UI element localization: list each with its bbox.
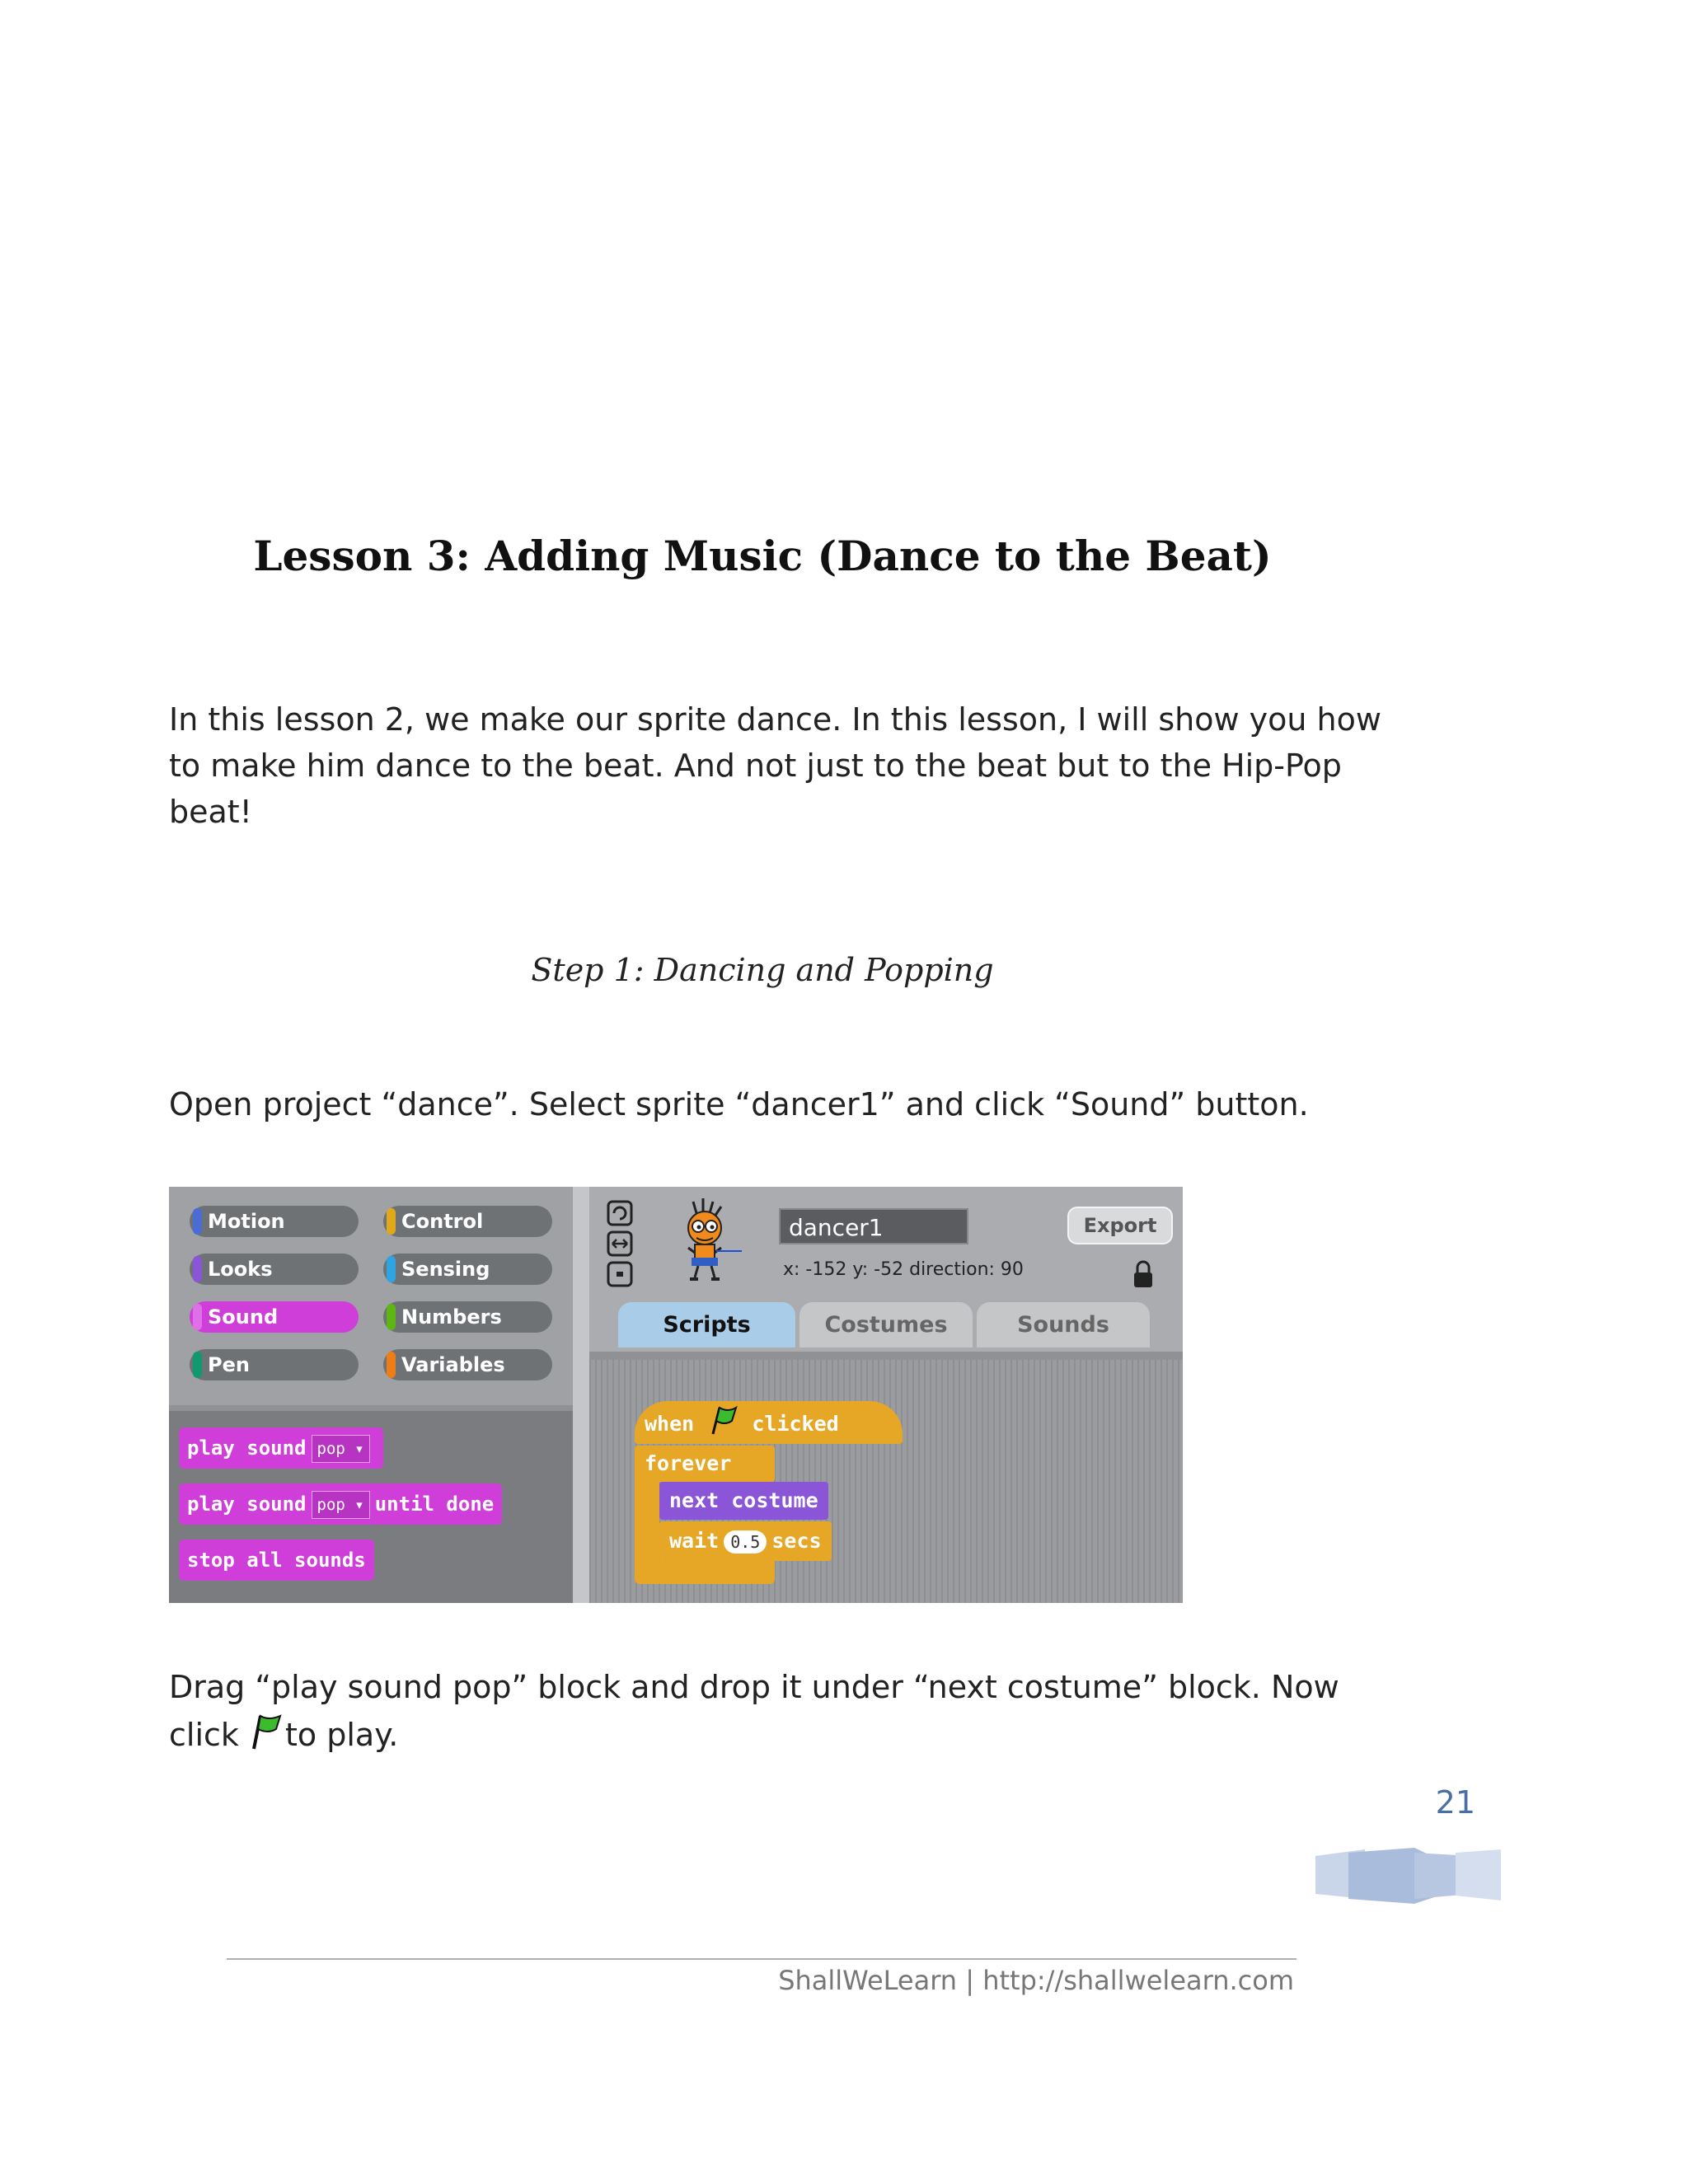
intro-paragraph: In this lesson 2, we make our sprite dance. In this lesson, I will show you how to make him dance to the beat. And not just to the beat but to the Hip-Pop beat! <box>169 701 1381 830</box>
category-variables-button[interactable] <box>383 1349 552 1380</box>
instruction-drag-block <box>169 1663 1389 1759</box>
sprite-coordinates: x: -152 y: -52 direction: 90 <box>783 1259 1024 1280</box>
category-control-button[interactable] <box>383 1206 552 1237</box>
block-text: next costume <box>669 1488 818 1512</box>
motion-color-stripe <box>193 1208 202 1235</box>
footer-text: ShallWeLearn | http://shallwelearn.com <box>778 1965 1294 1996</box>
category-label: Control <box>401 1210 484 1233</box>
tab-costumes[interactable]: Costumes <box>799 1302 973 1347</box>
dancer-sprite-thumbnail-icon[interactable] <box>663 1195 754 1286</box>
category-sound-button[interactable] <box>190 1301 359 1333</box>
dropdown-value: pop <box>316 1496 345 1514</box>
looks-color-stripe <box>193 1256 202 1282</box>
tab-scripts[interactable]: Scripts <box>618 1302 795 1347</box>
instruction-text: Drag “play sound pop” block and drop it under “next costume” block. Now click <box>169 1669 1339 1753</box>
pen-color-stripe <box>193 1352 202 1378</box>
category-numbers-button[interactable] <box>383 1301 552 1333</box>
sensing-color-stripe <box>387 1256 396 1282</box>
play-sound-until-done-block[interactable] <box>179 1483 502 1525</box>
category-label: Variables <box>401 1353 505 1376</box>
tab-sounds[interactable]: Sounds <box>977 1302 1150 1347</box>
play-sound-block[interactable] <box>179 1427 383 1469</box>
wait-block[interactable] <box>659 1521 832 1561</box>
pane-divider[interactable] <box>573 1187 589 1603</box>
category-label: Sound <box>208 1305 279 1329</box>
block-text: secs <box>771 1529 822 1553</box>
block-text: wait <box>669 1529 720 1553</box>
variables-color-stripe <box>387 1352 396 1378</box>
category-motion-button[interactable] <box>190 1206 359 1237</box>
category-pen-button[interactable] <box>190 1349 359 1380</box>
scratch-screenshot <box>169 1187 1183 1603</box>
dropdown-value: pop <box>316 1440 345 1458</box>
stop-all-sounds-block[interactable] <box>179 1540 374 1581</box>
lock-icon[interactable] <box>1132 1259 1155 1289</box>
page-decoration-icon <box>1315 1848 1501 1904</box>
block-text: play sound <box>187 1436 307 1460</box>
rotation-style-icons[interactable] <box>606 1199 635 1290</box>
next-costume-block[interactable] <box>659 1482 828 1520</box>
footer-divider <box>227 1958 1296 1960</box>
numbers-color-stripe <box>387 1304 396 1330</box>
category-label: Sensing <box>401 1258 490 1281</box>
sprite-name-field[interactable]: dancer1 <box>779 1208 968 1244</box>
block-text: until done <box>374 1493 495 1516</box>
forever-block-bottom <box>635 1559 775 1584</box>
forever-block-arm <box>635 1480 659 1563</box>
instruction-open-project: Open project “dance”. Select sprite “dancer1” and click “Sound” button. <box>169 1086 1309 1122</box>
category-label: Numbers <box>401 1305 502 1329</box>
category-label: Motion <box>208 1210 285 1233</box>
block-text: stop all sounds <box>187 1549 366 1572</box>
category-label: Pen <box>208 1353 250 1376</box>
green-flag-icon <box>249 1713 284 1750</box>
forever-block[interactable] <box>635 1446 775 1482</box>
wait-seconds-input[interactable]: 0.5 <box>724 1530 767 1554</box>
step-title: Step 1: Dancing and Popping <box>531 952 994 988</box>
control-color-stripe <box>387 1208 396 1235</box>
when-flag-clicked-block[interactable] <box>635 1401 903 1444</box>
block-text: forever <box>645 1451 732 1475</box>
green-flag-icon <box>706 1404 739 1436</box>
block-text: clicked <box>752 1412 839 1436</box>
blocks-palette <box>169 1411 573 1603</box>
sound-dropdown[interactable]: pop ▾ <box>312 1435 370 1463</box>
export-button[interactable]: Export <box>1067 1207 1173 1244</box>
sound-dropdown[interactable]: pop ▾ <box>312 1491 370 1519</box>
instruction-text: to play. <box>285 1717 399 1753</box>
category-looks-button[interactable] <box>190 1254 359 1285</box>
block-text: when <box>645 1412 695 1436</box>
category-sensing-button[interactable] <box>383 1254 552 1285</box>
lesson-title: Lesson 3: Adding Music (Dance to the Beat) <box>253 532 1272 580</box>
category-palette <box>169 1187 577 1405</box>
block-text: play sound <box>187 1493 307 1516</box>
category-label: Looks <box>208 1258 273 1281</box>
page-number: 21 <box>1435 1784 1475 1821</box>
sound-color-stripe <box>193 1304 202 1330</box>
